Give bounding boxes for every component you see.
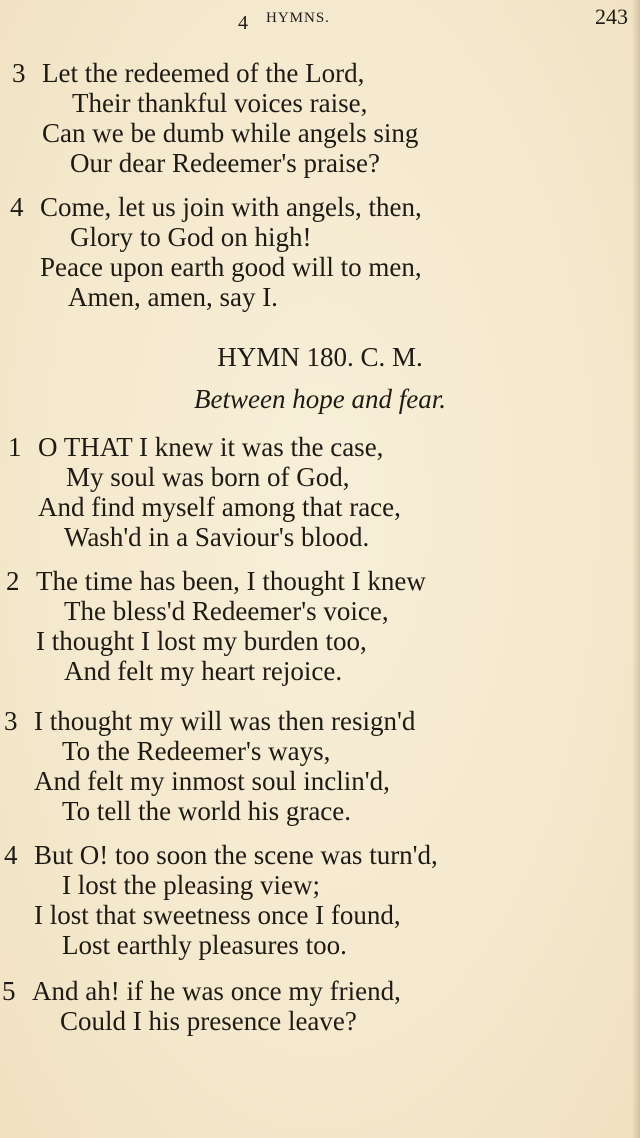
verse-line: Amen, amen, say I. [68, 282, 278, 312]
verse-line: 1 O THAT I knew it was the case, [8, 432, 384, 462]
running-header [0, 4, 640, 32]
hymn-title: HYMN 180. C. M. [217, 342, 423, 372]
verse-line: And felt my inmost soul inclin'd, [34, 766, 390, 796]
verse-line: 4 Come, let us join with angels, then, [10, 192, 422, 222]
running-title: HYMNS. [266, 10, 330, 26]
verse-line: 3 I thought my will was then resign'd [4, 706, 416, 736]
verse-line: Lost earthly pleasures too. [62, 930, 347, 960]
verse-line: To tell the world his grace. [62, 796, 352, 826]
stanza-2 [0, 566, 640, 686]
stanza-number: 3 [4, 706, 18, 736]
verse-line: Wash'd in a Saviour's blood. [64, 522, 370, 552]
stanza-1 [0, 432, 640, 552]
stanza-number: 2 [6, 566, 20, 596]
stanza-number: 1 [8, 432, 22, 462]
verse-line: My soul was born of God, [66, 462, 350, 492]
verse-line: 2 The time has been, I thought I knew [6, 566, 426, 596]
verse-line: 5 And ah! if he was once my friend, [2, 976, 401, 1006]
verse-line: And felt my heart rejoice. [64, 656, 343, 686]
stanza-top-3 [0, 58, 640, 178]
stanza-3 [0, 706, 640, 826]
verse-line: Glory to God on high! [70, 222, 312, 252]
verse-line: And find myself among that race, [38, 492, 401, 522]
verse-line: Our dear Redeemer's praise? [70, 148, 380, 178]
verse-line: Their thankful voices raise, [72, 88, 368, 118]
verse-line: Can we be dumb while angels sing [42, 118, 419, 148]
hymn-subtitle: Between hope and fear. [194, 384, 446, 414]
verse-line: To the Redeemer's ways, [62, 736, 331, 766]
verse-line: 4 But O! too soon the scene was turn'd, [4, 840, 438, 870]
stanza-number: 5 [2, 976, 16, 1006]
stanza-4 [0, 840, 640, 960]
verse-line: I lost the pleasing view; [62, 870, 320, 900]
page-number: 243 [595, 4, 628, 29]
signature-mark: 4 [238, 12, 248, 34]
verse-line: The bless'd Redeemer's voice, [64, 596, 389, 626]
verse-line: I thought I lost my burden too, [36, 626, 367, 656]
stanza-number: 4 [4, 840, 18, 870]
verse-line: I lost that sweetness once I found, [34, 900, 401, 930]
stanza-5 [0, 976, 640, 1036]
verse-line: 3 Let the redeemed of the Lord, [12, 58, 365, 88]
verse-line: Could I his presence leave? [60, 1006, 357, 1036]
stanza-top-4 [0, 192, 640, 312]
verse-line: Peace upon earth good will to men, [40, 252, 422, 282]
stanza-number: 4 [10, 192, 24, 222]
stanza-number: 3 [12, 58, 26, 88]
